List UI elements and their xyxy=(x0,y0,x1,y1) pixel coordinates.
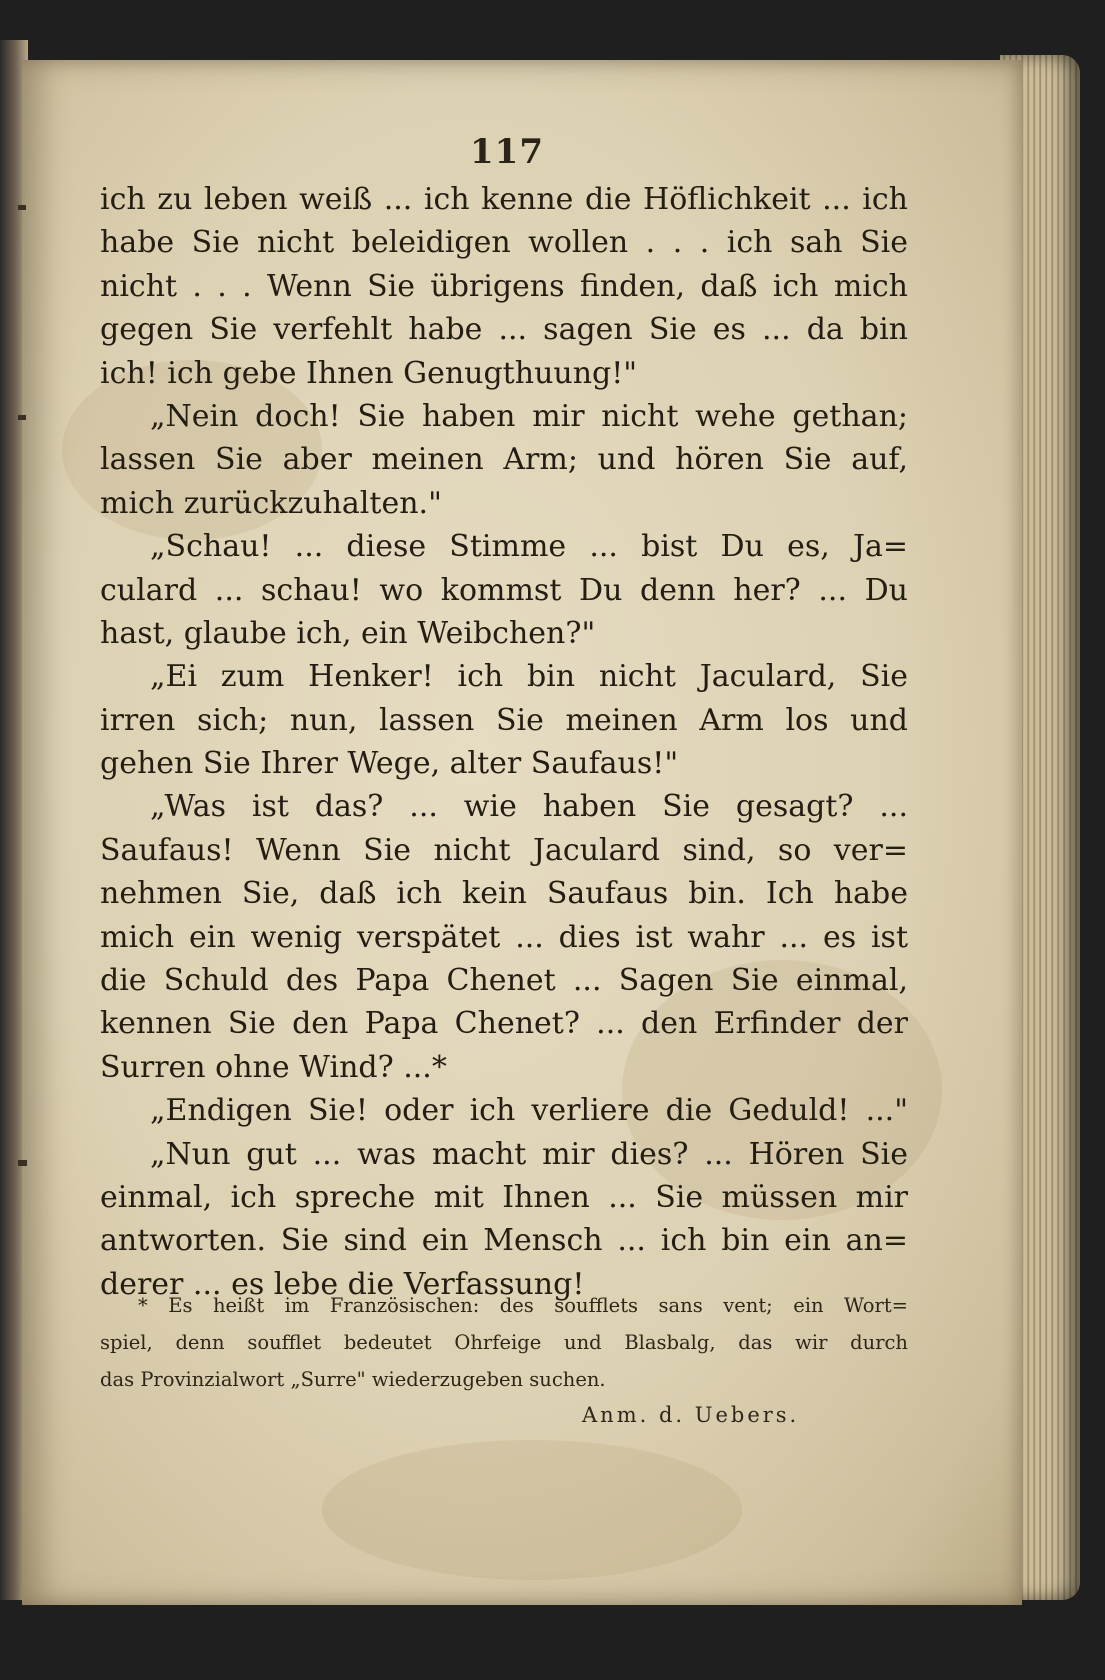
book-page xyxy=(22,60,1022,1605)
text-line: Surren ohne Wind? ...* xyxy=(100,1049,447,1085)
body-text xyxy=(100,178,908,1306)
paper-stain xyxy=(322,1440,742,1580)
text-line: culard ... schau! wo kommst Du denn her? ... Du xyxy=(100,572,908,608)
page-number: 117 xyxy=(470,132,544,172)
binding-mark xyxy=(18,205,26,210)
text-line: hast, glaube ich, ein Weibchen?" xyxy=(100,615,596,651)
text-line: gehen Sie Ihrer Wege, alter Saufaus!" xyxy=(100,746,679,782)
text-line: nicht . . . Wenn Sie übrigens finden, daß ich mich xyxy=(100,268,908,304)
text-line: „Schau! ... diese Stimme ... bist Du es, Ja= xyxy=(150,529,908,565)
text-line: „Endigen Sie! oder ich verliere die Geduld! ..." xyxy=(150,1093,908,1129)
translator-note-attribution: Anm. d. Uebers. xyxy=(582,1403,800,1427)
text-line: lassen Sie aber meinen Arm; und hören Sie auf, xyxy=(100,442,908,478)
text-line: irren sich; nun, lassen Sie meinen Arm los und xyxy=(100,702,908,738)
footnote-line: * Es heißt im Französischen: des soufflets sans vent; ein Wort= xyxy=(138,1294,908,1317)
binding-mark xyxy=(18,1160,27,1166)
footnote xyxy=(100,1287,908,1398)
footnote-line: das Provinzialwort „Surre" wiederzugeben suchen. xyxy=(100,1368,606,1391)
text-line: antworten. Sie sind ein Mensch ... ich bin ein an= xyxy=(100,1223,908,1259)
text-line: die Schuld des Papa Chenet ... Sagen Sie einmal, xyxy=(100,963,908,999)
text-line: Saufaus! Wenn Sie nicht Jaculard sind, so ver= xyxy=(100,832,908,868)
text-line: ich! ich gebe Ihnen Genugthuung!" xyxy=(100,355,638,391)
text-line: „Was ist das? ... wie haben Sie gesagt? ... xyxy=(150,789,908,825)
text-line: mich zurückzuhalten." xyxy=(100,485,442,521)
text-line: einmal, ich spreche mit Ihnen ... Sie müssen mir xyxy=(100,1179,908,1215)
binding-mark xyxy=(18,415,26,420)
text-line: kennen Sie den Papa Chenet? ... den Erfinder der xyxy=(100,1006,908,1042)
text-line: gegen Sie verfehlt habe ... sagen Sie es ... da bin xyxy=(100,312,908,348)
footnote-line: spiel, denn soufflet bedeutet Ohrfeige und Blasbalg, das wir durch xyxy=(100,1331,908,1354)
text-line: „Nun gut ... was macht mir dies? ... Hören Sie xyxy=(150,1136,908,1172)
text-line: derer ... es lebe die Verfassung! xyxy=(100,1266,585,1302)
text-line: ich zu leben weiß ... ich kenne die Höflichkeit ... ich xyxy=(100,182,908,217)
text-line: mich ein wenig verspätet ... dies ist wahr ... es ist xyxy=(100,919,908,955)
text-line: habe Sie nicht beleidigen wollen . . . ich sah Sie xyxy=(100,225,908,261)
text-line: „Nein doch! Sie haben mir nicht wehe gethan; xyxy=(150,398,908,434)
text-line: „Ei zum Henker! ich bin nicht Jaculard, Sie xyxy=(150,659,908,695)
text-line: nehmen Sie, daß ich kein Saufaus bin. Ich habe xyxy=(100,876,908,912)
